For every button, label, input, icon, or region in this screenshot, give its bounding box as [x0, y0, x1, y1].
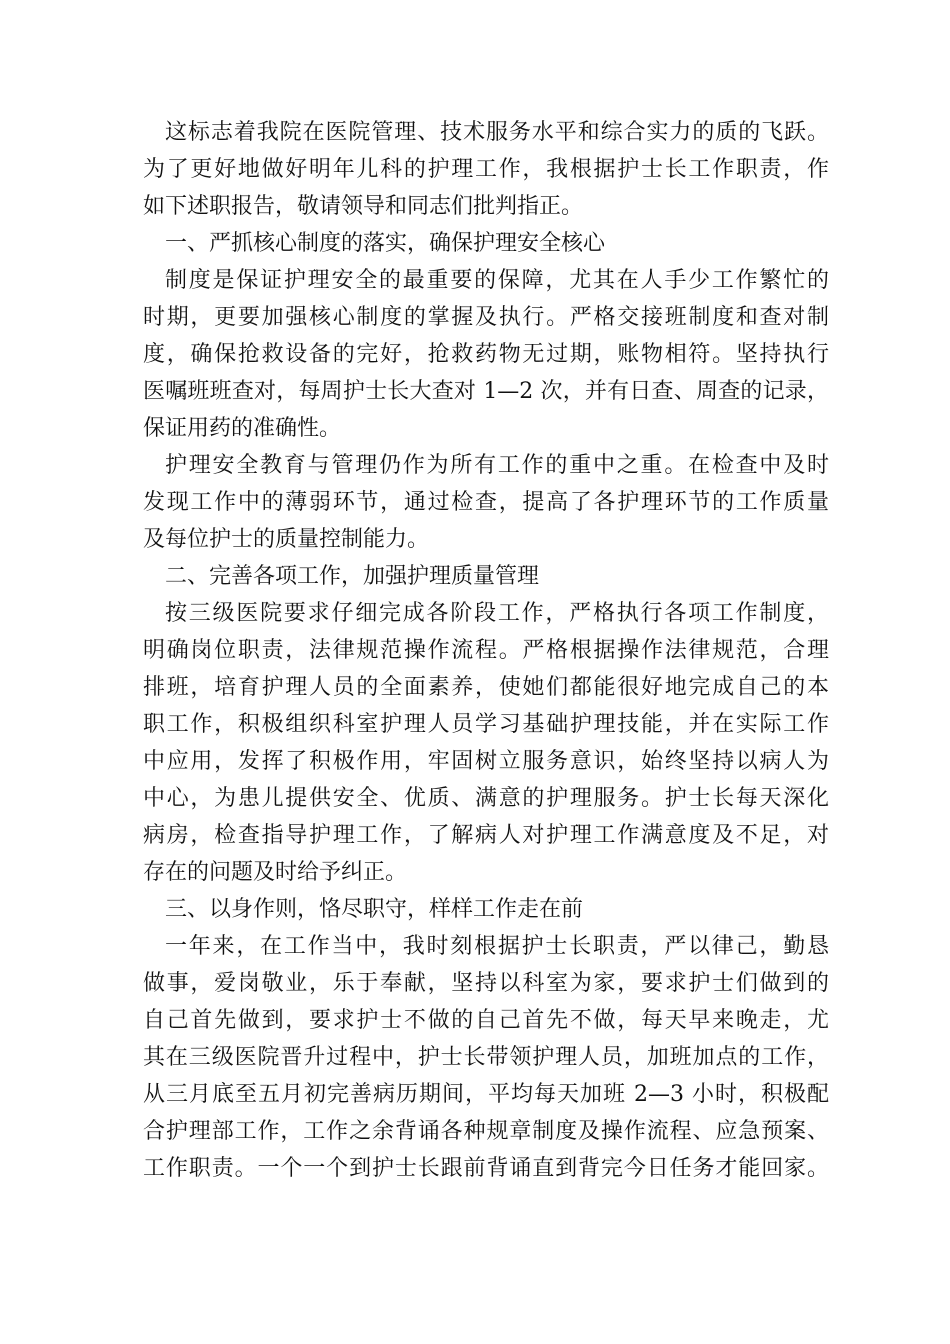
section-heading-2 — [143, 558, 829, 595]
text-line: 发现工作中的薄弱环节，通过检查，提高了各护理环节的工作质量 — [143, 490, 829, 515]
paragraph-quality-management — [143, 595, 829, 891]
text-line: 制度是保证护理安全的最重要的保障，尤其在人手少工作繁忙的 — [165, 268, 829, 293]
text-line: 病房，检查指导护理工作，了解病人对护理工作满意度及不足，对 — [143, 823, 829, 848]
text-line: 职工作，积极组织科室护理人员学习基础护理技能，并在实际工作 — [143, 712, 829, 737]
text-line: 自己首先做到，要求护士不做的自己首先不做，每天早来晚走，尤 — [143, 1008, 829, 1033]
section-heading-text: 三、以身作则，恪尽职守，样样工作走在前 — [165, 897, 584, 922]
text-line: 护理安全教育与管理仍作为所有工作的重中之重。在检查中及时 — [165, 453, 829, 478]
text-line: 为了更好地做好明年儿科的护理工作，我根据护士长工作职责，作 — [143, 157, 829, 182]
paragraph-intro — [143, 114, 829, 225]
document-body — [143, 114, 829, 1187]
section-heading-3 — [143, 891, 829, 928]
text-line: 如下述职报告，敬请领导和同志们批判指正。 — [143, 194, 584, 219]
text-line: 排班，培育护理人员的全面素养，使她们都能很好地完成自己的本 — [143, 675, 829, 700]
text-line: 明确岗位职责，法律规范操作流程。严格根据操作法律规范，合理 — [143, 638, 829, 663]
text-line: 合护理部工作，工作之余背诵各种规章制度及操作流程、应急预案、 — [143, 1119, 829, 1144]
text-line: 其在三级医院晋升过程中，护士长带领护理人员，加班加点的工作， — [143, 1045, 829, 1070]
text-line: 这标志着我院在医院管理、技术服务水平和综合实力的质的飞跃。 — [165, 120, 829, 145]
section-heading-1 — [143, 225, 829, 262]
paragraph-safety-education — [143, 447, 829, 558]
section-heading-text: 二、完善各项工作，加强护理质量管理 — [165, 564, 540, 589]
paragraph-lead-by-example — [143, 928, 829, 1187]
text-line: 做事，爱岗敬业，乐于奉献，坚持以科室为家，要求护士们做到的 — [143, 971, 829, 996]
text-line: 按三级医院要求仔细完成各阶段工作，严格执行各项工作制度， — [165, 601, 829, 626]
text-line: 及每位护士的质量控制能力。 — [143, 527, 430, 552]
text-line: 度，确保抢救设备的完好，抢救药物无过期，账物相符。坚持执行 — [143, 342, 829, 367]
text-line: 中应用，发挥了积极作用，牢固树立服务意识，始终坚持以病人为 — [143, 749, 829, 774]
text-line: 医嘱班班查对，每周护士长大查对 1—2 次，并有日查、周查的记录， — [143, 379, 829, 404]
text-line: 保证用药的准确性。 — [143, 416, 342, 441]
text-line: 存在的问题及时给予纠正。 — [143, 860, 408, 885]
text-line: 一年来，在工作当中，我时刻根据护士长职责，严以律己，勤恳 — [165, 934, 829, 959]
text-line: 工作职责。一个一个到护士长跟前背诵直到背完今日任务才能回家。 — [143, 1156, 829, 1181]
text-line: 中心，为患儿提供安全、优质、满意的护理服务。护士长每天深化 — [143, 786, 829, 811]
text-line: 时期，更要加强核心制度的掌握及执行。严格交接班制度和查对制 — [143, 305, 829, 330]
section-heading-text: 一、严抓核心制度的落实，确保护理安全核心 — [165, 231, 606, 256]
text-line: 从三月底至五月初完善病历期间，平均每天加班 2—3 小时，积极配 — [143, 1082, 829, 1107]
paragraph-core-system — [143, 262, 829, 447]
